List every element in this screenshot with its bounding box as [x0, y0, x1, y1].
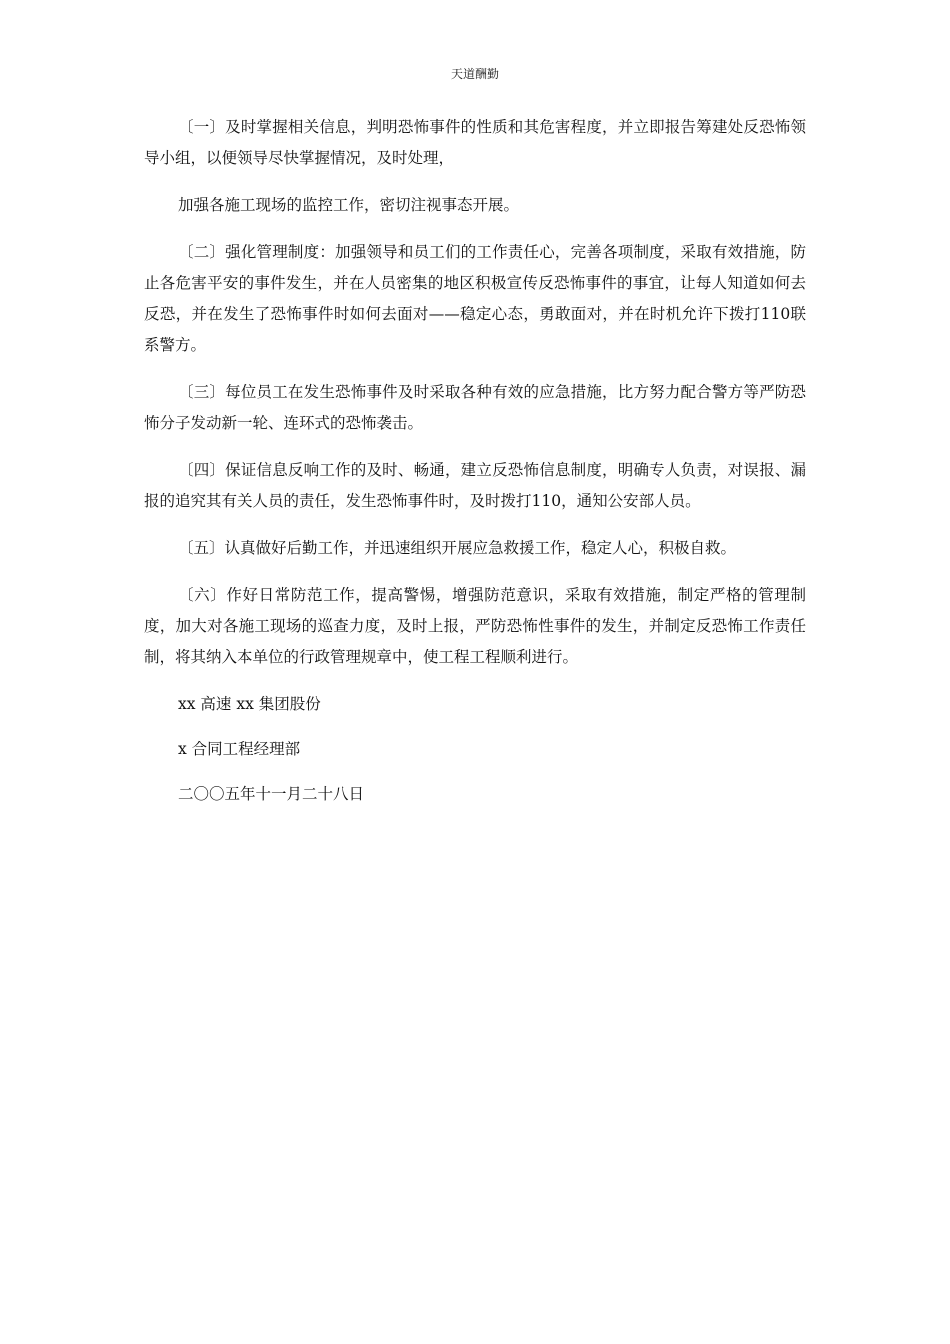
paragraph-2: 加强各施工现场的监控工作，密切注视事态开展。	[178, 196, 520, 214]
paragraph-1: 〔一〕及时掌握相关信息，判明恐怖事件的性质和其危害程度，并立即报告筹建处反恐怖领导小组，以便领导尽快掌握情况，及时处理，	[144, 118, 806, 167]
signature-company: xx 高速 xx 集团股份	[178, 695, 321, 713]
paragraph-7: 〔六〕作好日常防范工作，提高警惕，增强防范意识，采取有效措施，制定严格的管理制度，加大对各施工现场的巡查力度，及时上报，严防恐怖性事件的发生，并制定反恐怖工作责任制，将其纳入本单位的行政管理规章中，使工程工程顺利进行。	[144, 586, 806, 666]
signature-department: x 合同工程经理部	[178, 740, 301, 758]
document-body	[144, 112, 806, 824]
paragraph-5: 〔四〕保证信息反响工作的及时、畅通，建立反恐怖信息制度，明确专人负责，对误报、漏报的追究其有关人员的责任，发生恐怖事件时，及时拨打110，通知公安部人员。	[144, 461, 806, 510]
paragraph-3: 〔二〕强化管理制度：加强领导和员工们的工作责任心，完善各项制度，采取有效措施，防止各危害平安的事件发生，并在人员密集的地区积极宣传反恐怖事件的事宜，让每人知道如何去反恐，并在发生了恐怖事件时如何去面对——稳定心态，勇敢面对，并在时机允许下拨打110联系警方。	[144, 243, 806, 354]
paragraph-4: 〔三〕每位员工在发生恐怖事件及时采取各种有效的应急措施，比方努力配合警方等严防恐怖分子发动新一轮、连环式的恐怖袭击。	[144, 383, 806, 432]
signature-date: 二〇〇五年十一月二十八日	[178, 785, 365, 803]
paragraph-6: 〔五〕认真做好后勤工作，并迅速组织开展应急救援工作，稳定人心，积极自救。	[178, 539, 737, 557]
page-header: 天道酬勤	[450, 67, 499, 81]
